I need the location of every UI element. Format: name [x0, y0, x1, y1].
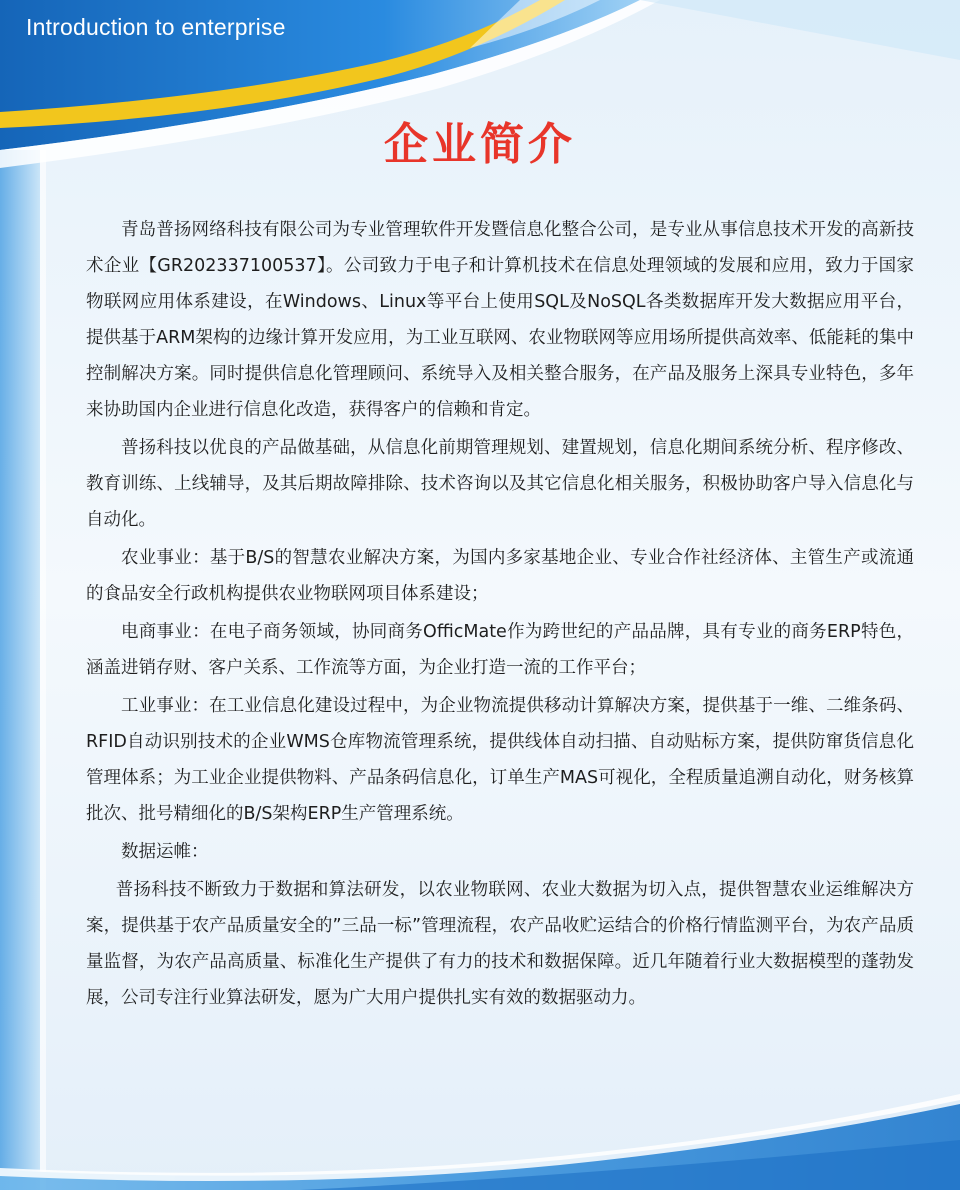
paragraph-data-ops: 普扬科技不断致力于数据和算法研发，以农业物联网、农业大数据为切入点，提供智慧农业运维解决方案，提供基于农产品质量安全的”三品一标”管理流程，农产品收贮运结合的价格行情监测平台，为农产品质量监督，为农产品高质量、标准化生产提供了有力的技术和数据保障。近几年随着行业大数据模型的蓬勃发展，公司专注行业算法研发，愿为广大用户提供扎实有效的数据驱动力。	[86, 880, 914, 1008]
paragraph-industry: 工业事业：在工业信息化建设过程中，为企业物流提供移动计算解决方案，提供基于一维、二维条码、RFID自动识别技术的企业WMS仓库物流管理系统，提供线体自动扫描、自动贴标方案，提供防窜货信息化管理体系；为工业企业提供物料、产品条码信息化，订单生产MAS可视化，全程质量追溯自动化，财务核算批次、批号精细化的B/S架构ERP生产管理系统。	[86, 696, 914, 824]
page-title: 企业简介	[384, 119, 576, 170]
paragraph-data-ops-heading: 数据运帷：	[121, 842, 209, 862]
paragraph-services: 普扬科技以优良的产品做基础，从信息化前期管理规划、建置规划，信息化期间系统分析、程序修改、教育训练、上线辅导，及其后期故障排除、技术咨询以及其它信息化相关服务，积极协助客户导入信息化与自动化。	[86, 438, 914, 530]
paragraph-company-overview: 青岛普扬网络科技有限公司为专业管理软件开发暨信息化整合公司，是专业从事信息技术开发的高新技术企业【GR202337100537】。公司致力于电子和计算机技术在信息处理领域的发展和应用，致力于国家物联网应用体系建设，在Windows、Linux等平台上使用SQL及NoSQL各类数据库开发大数据应用平台，提供基于ARM架构的边缘计算开发应用，为工业互联网、农业物联网等应用场所提供高效率、低能耗的集中控制解决方案。同时提供信息化管理顾问、系统导入及相关整合服务，在产品及服务上深具专业特色，多年来协助国内企业进行信息化改造，获得客户的信赖和肯定。	[86, 220, 914, 420]
header-subtitle: Introduction to enterprise	[26, 14, 286, 40]
paragraph-ecommerce: 电商事业：在电子商务领域，协同商务OfficMate作为跨世纪的产品品牌，具有专业的商务ERP特色，涵盖进销存财、客户关系、工作流等方面，为企业打造一流的工作平台；	[86, 622, 914, 678]
intro-content	[86, 212, 914, 1018]
paragraph-agriculture: 农业事业：基于B/S的智慧农业解决方案，为国内多家基地企业、专业合作社经济体、主管生产或流通的食品安全行政机构提供农业物联网项目体系建设；	[86, 548, 914, 604]
